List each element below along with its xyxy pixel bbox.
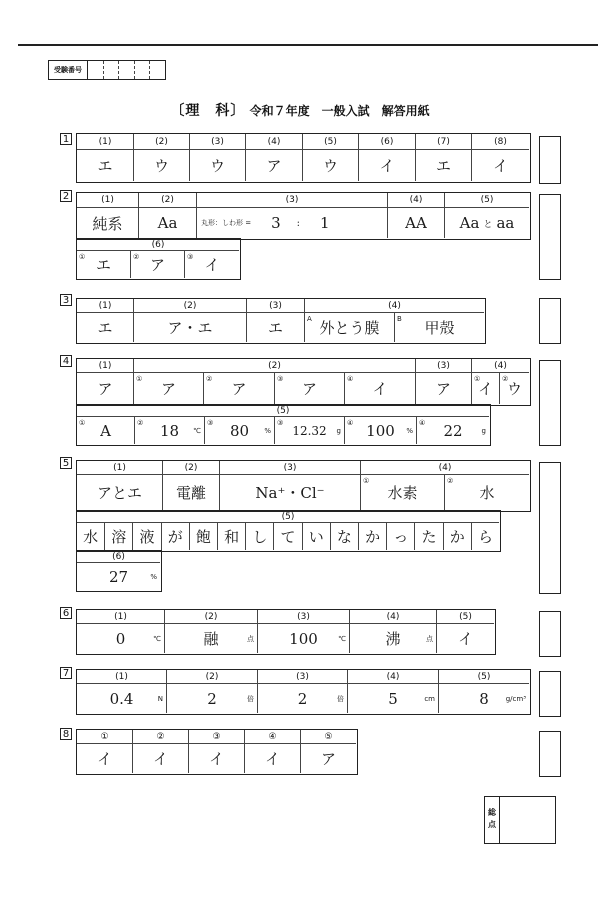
answer-text: 0 — [115, 629, 126, 648]
answer-text: イ — [372, 380, 388, 398]
q2-answer-2[interactable]: Aa — [139, 208, 197, 238]
q1-head: (6) — [359, 134, 416, 150]
q8-answer-grid — [76, 729, 358, 775]
q5-head: (1) — [77, 461, 163, 475]
question-number: 7 — [60, 667, 72, 679]
q1-head: (3) — [190, 134, 246, 150]
answer-text: 22 — [443, 421, 463, 440]
circle-mark: ① — [79, 253, 86, 261]
circle-mark: ③ — [277, 419, 284, 427]
q4-answer-grid-top — [76, 358, 531, 406]
q8-head: ① — [77, 730, 133, 744]
score-box[interactable] — [539, 298, 561, 344]
q2-head: (2) — [139, 193, 197, 208]
question-number: 1 — [60, 133, 72, 145]
circle-mark: ① — [136, 375, 143, 383]
q1-answer[interactable]: イ — [492, 157, 508, 175]
circle-mark: ① — [363, 477, 370, 485]
character-cell: ら — [477, 528, 493, 546]
q1-head: (1) — [77, 134, 134, 150]
character-cell: 和 — [218, 523, 246, 550]
q4-answer-2-1[interactable] — [134, 373, 204, 404]
q6-head: (3) — [258, 610, 350, 624]
q4-answer-4-1[interactable] — [472, 373, 500, 404]
answer-text: 100 — [366, 421, 395, 440]
total-score-label: 総点 — [485, 797, 500, 843]
q4-answer-5-6[interactable] — [417, 417, 489, 444]
question-number: 8 — [60, 728, 72, 740]
q4-head: (2) — [134, 359, 416, 373]
q6-answer-4[interactable] — [350, 624, 437, 653]
unit-label: % — [264, 426, 271, 435]
circle-mark: ② — [137, 419, 144, 427]
q2-answer-grid-bottom — [76, 238, 241, 280]
answer-text: エ — [95, 256, 111, 274]
q6-answer-grid — [76, 609, 496, 655]
q4-answer-3[interactable]: ア — [416, 373, 472, 404]
subject-title: 〔理 科〕 — [170, 103, 246, 119]
answer-text: 5 — [388, 689, 398, 708]
exam-number-label: 受験番号 — [49, 61, 88, 79]
unit-label: ℃ — [193, 426, 201, 435]
q2-head: (5) — [445, 193, 529, 208]
q5-head: (2) — [163, 461, 220, 475]
q5-answer-grid-mid — [76, 510, 501, 552]
question-number: 6 — [60, 607, 72, 619]
q7-answer-grid — [76, 669, 531, 715]
answer-text: ア — [231, 380, 247, 398]
q2-answer-grid-top — [76, 192, 531, 240]
score-box[interactable] — [539, 462, 561, 594]
q1-head: (4) — [246, 134, 303, 150]
title-text: 令和７年度 一般入試 解答用紙 — [249, 104, 430, 118]
q8-answer[interactable]: イ — [189, 744, 245, 773]
character-cell: 飽 — [190, 523, 218, 550]
character-cell: っ — [387, 523, 415, 550]
q8-head: ⑤ — [301, 730, 356, 744]
ratio-left: 3 — [271, 214, 281, 232]
q7-answer-4[interactable] — [348, 684, 439, 713]
answer-text: 8 — [479, 689, 489, 708]
q6-head: (2) — [165, 610, 258, 624]
score-box[interactable] — [539, 136, 561, 184]
circle-mark: ③ — [277, 375, 284, 383]
q8-answer[interactable]: イ — [133, 744, 189, 773]
q5-answer-3[interactable]: Na⁺・Cl⁻ — [220, 475, 361, 510]
unit-label: N — [157, 694, 163, 703]
q4-head: (4) — [472, 359, 529, 373]
character-cell: 水 — [77, 523, 105, 550]
circle-mark: ② — [133, 253, 140, 261]
answer-text: 2 — [297, 689, 308, 708]
character-cell: 液 — [133, 523, 161, 550]
character-cell: が — [162, 523, 190, 550]
q4-answer-4-2[interactable] — [500, 373, 529, 404]
q6-answer-2[interactable] — [165, 624, 258, 653]
circle-mark: ④ — [419, 419, 426, 427]
q1-answer[interactable]: ウ — [134, 150, 190, 181]
q1-answer[interactable]: イ — [359, 150, 416, 181]
answer-text: 12.32 — [292, 423, 327, 438]
answer-text: A — [100, 421, 111, 440]
q3-head: (4) — [305, 299, 484, 313]
circle-mark: ② — [206, 375, 213, 383]
q5-answer-grid-top — [76, 460, 531, 512]
mark-b: B — [397, 315, 402, 323]
total-score-field[interactable] — [500, 797, 555, 843]
q1-answer[interactable]: エ — [77, 150, 134, 181]
q3-head: (1) — [77, 299, 134, 313]
q5-head: (5) — [77, 511, 499, 523]
unit-label: g — [481, 426, 486, 435]
q7-head: (2) — [167, 670, 258, 684]
q7-answer-1[interactable] — [77, 684, 167, 713]
q5-answer-5[interactable] — [77, 523, 499, 550]
answer-text: イ — [477, 380, 493, 398]
character-cell: て — [274, 523, 302, 550]
q1-head: (5) — [303, 134, 359, 150]
character-cell: か — [359, 523, 387, 550]
character-cell: 溶 — [105, 523, 133, 550]
ratio-label: 丸形：しわ形 = — [201, 219, 252, 227]
q4-answer-1[interactable]: ア — [77, 373, 134, 404]
question-number: 3 — [60, 294, 72, 306]
q1-head: (2) — [134, 134, 190, 150]
circle-mark: ④ — [347, 375, 354, 383]
question-number: 4 — [60, 355, 72, 367]
q4-head: (1) — [77, 359, 134, 373]
q1-head: (8) — [472, 134, 529, 150]
q1-answer[interactable]: ウ — [190, 150, 246, 181]
q4-answer-5-4[interactable] — [275, 417, 345, 444]
q1-answer[interactable]: ア — [246, 150, 303, 181]
q4-answer-2-2[interactable] — [204, 373, 275, 404]
q2-answer-3[interactable] — [197, 208, 388, 238]
q4-answer-grid-bottom — [76, 404, 491, 446]
q6-answer-5[interactable]: イ — [457, 630, 473, 648]
exam-number-cell[interactable] — [150, 61, 165, 79]
answer-text: 27 — [108, 567, 129, 586]
q6-answer-1[interactable] — [77, 624, 165, 653]
q7-head: (1) — [77, 670, 167, 684]
q5-answer-6[interactable] — [77, 563, 160, 590]
unit-label: ℃ — [338, 634, 346, 643]
genotype-and: と — [483, 219, 493, 230]
top-rule — [18, 44, 598, 46]
q7-answer-2[interactable] — [167, 684, 258, 713]
genotype-b: aa — [496, 214, 515, 232]
q5-answer-4-1[interactable] — [361, 475, 445, 510]
question-number: 5 — [60, 457, 72, 469]
answer-text: 外とう膜 — [319, 319, 380, 337]
unit-label: g — [336, 426, 341, 435]
circle-mark: ① — [79, 419, 86, 427]
ratio-right: 1 — [320, 214, 330, 232]
q4-answer-5-3[interactable] — [205, 417, 275, 444]
q2-answer-5[interactable] — [445, 208, 529, 238]
q7-head: (5) — [439, 670, 529, 684]
q2-answer-6-3[interactable] — [185, 251, 239, 278]
q7-head: (4) — [348, 670, 439, 684]
q3-answer-1[interactable]: エ — [77, 313, 134, 342]
circle-mark: ③ — [207, 419, 214, 427]
unit-label: % — [150, 572, 157, 581]
score-box[interactable] — [539, 194, 561, 280]
q5-answer-2[interactable]: 電離 — [163, 475, 220, 510]
q4-answer-2-3[interactable] — [275, 373, 345, 404]
answer-text: 水素 — [387, 484, 418, 502]
answer-text: 沸 — [385, 630, 401, 648]
q3-answer-4b[interactable] — [395, 313, 484, 342]
q4-head: (5) — [77, 405, 489, 417]
q2-head: (1) — [77, 193, 139, 208]
exam-number-cell[interactable] — [135, 61, 151, 79]
character-cell: か — [444, 523, 472, 550]
unit-label: 点 — [247, 634, 254, 643]
q3-head: (2) — [134, 299, 247, 313]
answer-text: 18 — [159, 421, 180, 440]
answer-text: 融 — [203, 630, 219, 648]
q7-head: (3) — [258, 670, 348, 684]
character-cell: い — [303, 523, 331, 550]
score-box[interactable] — [539, 360, 561, 446]
q4-answer-5-2[interactable] — [135, 417, 205, 444]
answer-text: 甲殻 — [424, 319, 455, 337]
unit-label: 倍 — [247, 694, 254, 703]
q6-head: (4) — [350, 610, 437, 624]
q5-answer-4-2[interactable] — [445, 475, 529, 510]
q2-head: (6) — [77, 239, 239, 251]
circle-mark: ① — [474, 375, 481, 383]
question-number: 2 — [60, 190, 72, 202]
total-score-box[interactable] — [484, 796, 556, 844]
unit-label: 点 — [426, 634, 433, 643]
unit-label: ℃ — [153, 634, 161, 643]
q5-head: (3) — [220, 461, 361, 475]
q6-answer-3[interactable] — [258, 624, 350, 653]
q5-head: (4) — [361, 461, 529, 475]
page-title — [0, 100, 600, 120]
answer-text: ア — [149, 256, 165, 274]
exam-number-box[interactable] — [48, 60, 166, 80]
q2-head: (4) — [388, 193, 445, 208]
q1-head: (7) — [416, 134, 472, 150]
unit-label: % — [406, 426, 413, 435]
q1-answer[interactable]: ウ — [303, 150, 359, 181]
q3-answer-2[interactable]: ア・エ — [134, 313, 247, 342]
unit-label: g/cm³ — [505, 694, 526, 703]
q8-head: ④ — [245, 730, 301, 744]
answer-text: イ — [204, 256, 220, 274]
q3-answer-3[interactable]: エ — [247, 313, 305, 342]
q2-answer-1[interactable]: 純系 — [77, 208, 139, 238]
answer-text: ア — [301, 380, 317, 398]
q3-answer-grid — [76, 298, 486, 344]
unit-label: 倍 — [337, 694, 344, 703]
score-box[interactable] — [539, 731, 561, 777]
answer-text: 2 — [207, 689, 217, 708]
q3-head: (3) — [247, 299, 305, 313]
circle-mark: ③ — [187, 253, 194, 261]
q4-answer-5-5[interactable] — [345, 417, 417, 444]
unit-label: cm — [424, 694, 435, 703]
q5-answer-grid-bottom — [76, 550, 162, 592]
score-box[interactable] — [539, 611, 561, 657]
q2-head: (3) — [197, 193, 388, 208]
circle-mark: ② — [502, 375, 509, 383]
answer-text: ウ — [506, 380, 522, 398]
answer-text: 80 — [229, 421, 250, 440]
q1-answer[interactable]: エ — [416, 150, 472, 181]
q4-answer-2-4[interactable] — [345, 373, 416, 404]
q8-answer[interactable]: イ — [77, 744, 133, 773]
q2-answer-4[interactable]: AA — [388, 208, 445, 238]
circle-mark: ④ — [347, 419, 354, 427]
q7-answer-5[interactable] — [439, 684, 529, 713]
mark-a: A — [307, 315, 312, 323]
exam-number-cell[interactable] — [119, 61, 135, 79]
character-cell: た — [415, 523, 443, 550]
q7-answer-3[interactable] — [258, 684, 348, 713]
answer-text: ア — [160, 380, 176, 398]
answer-text: 水 — [479, 484, 495, 502]
q8-answer[interactable]: イ — [245, 744, 301, 773]
genotype-a: Aa — [459, 214, 480, 232]
q2-answer-6-2[interactable] — [131, 251, 185, 278]
answer-text: 100 — [289, 629, 318, 648]
q6-head: (5) — [437, 610, 494, 624]
exam-number-cell[interactable] — [104, 61, 120, 79]
ratio-colon: : — [296, 217, 301, 229]
q3-answer-4a[interactable] — [305, 313, 395, 342]
q8-answer[interactable]: ア — [320, 750, 336, 768]
score-box[interactable] — [539, 671, 561, 717]
q6-head: (1) — [77, 610, 165, 624]
exam-number-cell[interactable] — [88, 61, 104, 79]
q5-head: (6) — [77, 551, 160, 563]
q1-answer-grid — [76, 133, 531, 183]
q4-head: (3) — [416, 359, 472, 373]
q8-head: ③ — [189, 730, 245, 744]
circle-mark: ② — [447, 477, 454, 485]
answer-text: 0.4 — [109, 689, 134, 708]
character-cell: な — [331, 523, 359, 550]
q5-answer-1[interactable]: アとエ — [77, 475, 163, 510]
character-cell: し — [246, 523, 274, 550]
q8-head: ② — [133, 730, 189, 744]
q4-answer-5-1[interactable] — [77, 417, 135, 444]
q2-answer-6-1[interactable] — [77, 251, 131, 278]
